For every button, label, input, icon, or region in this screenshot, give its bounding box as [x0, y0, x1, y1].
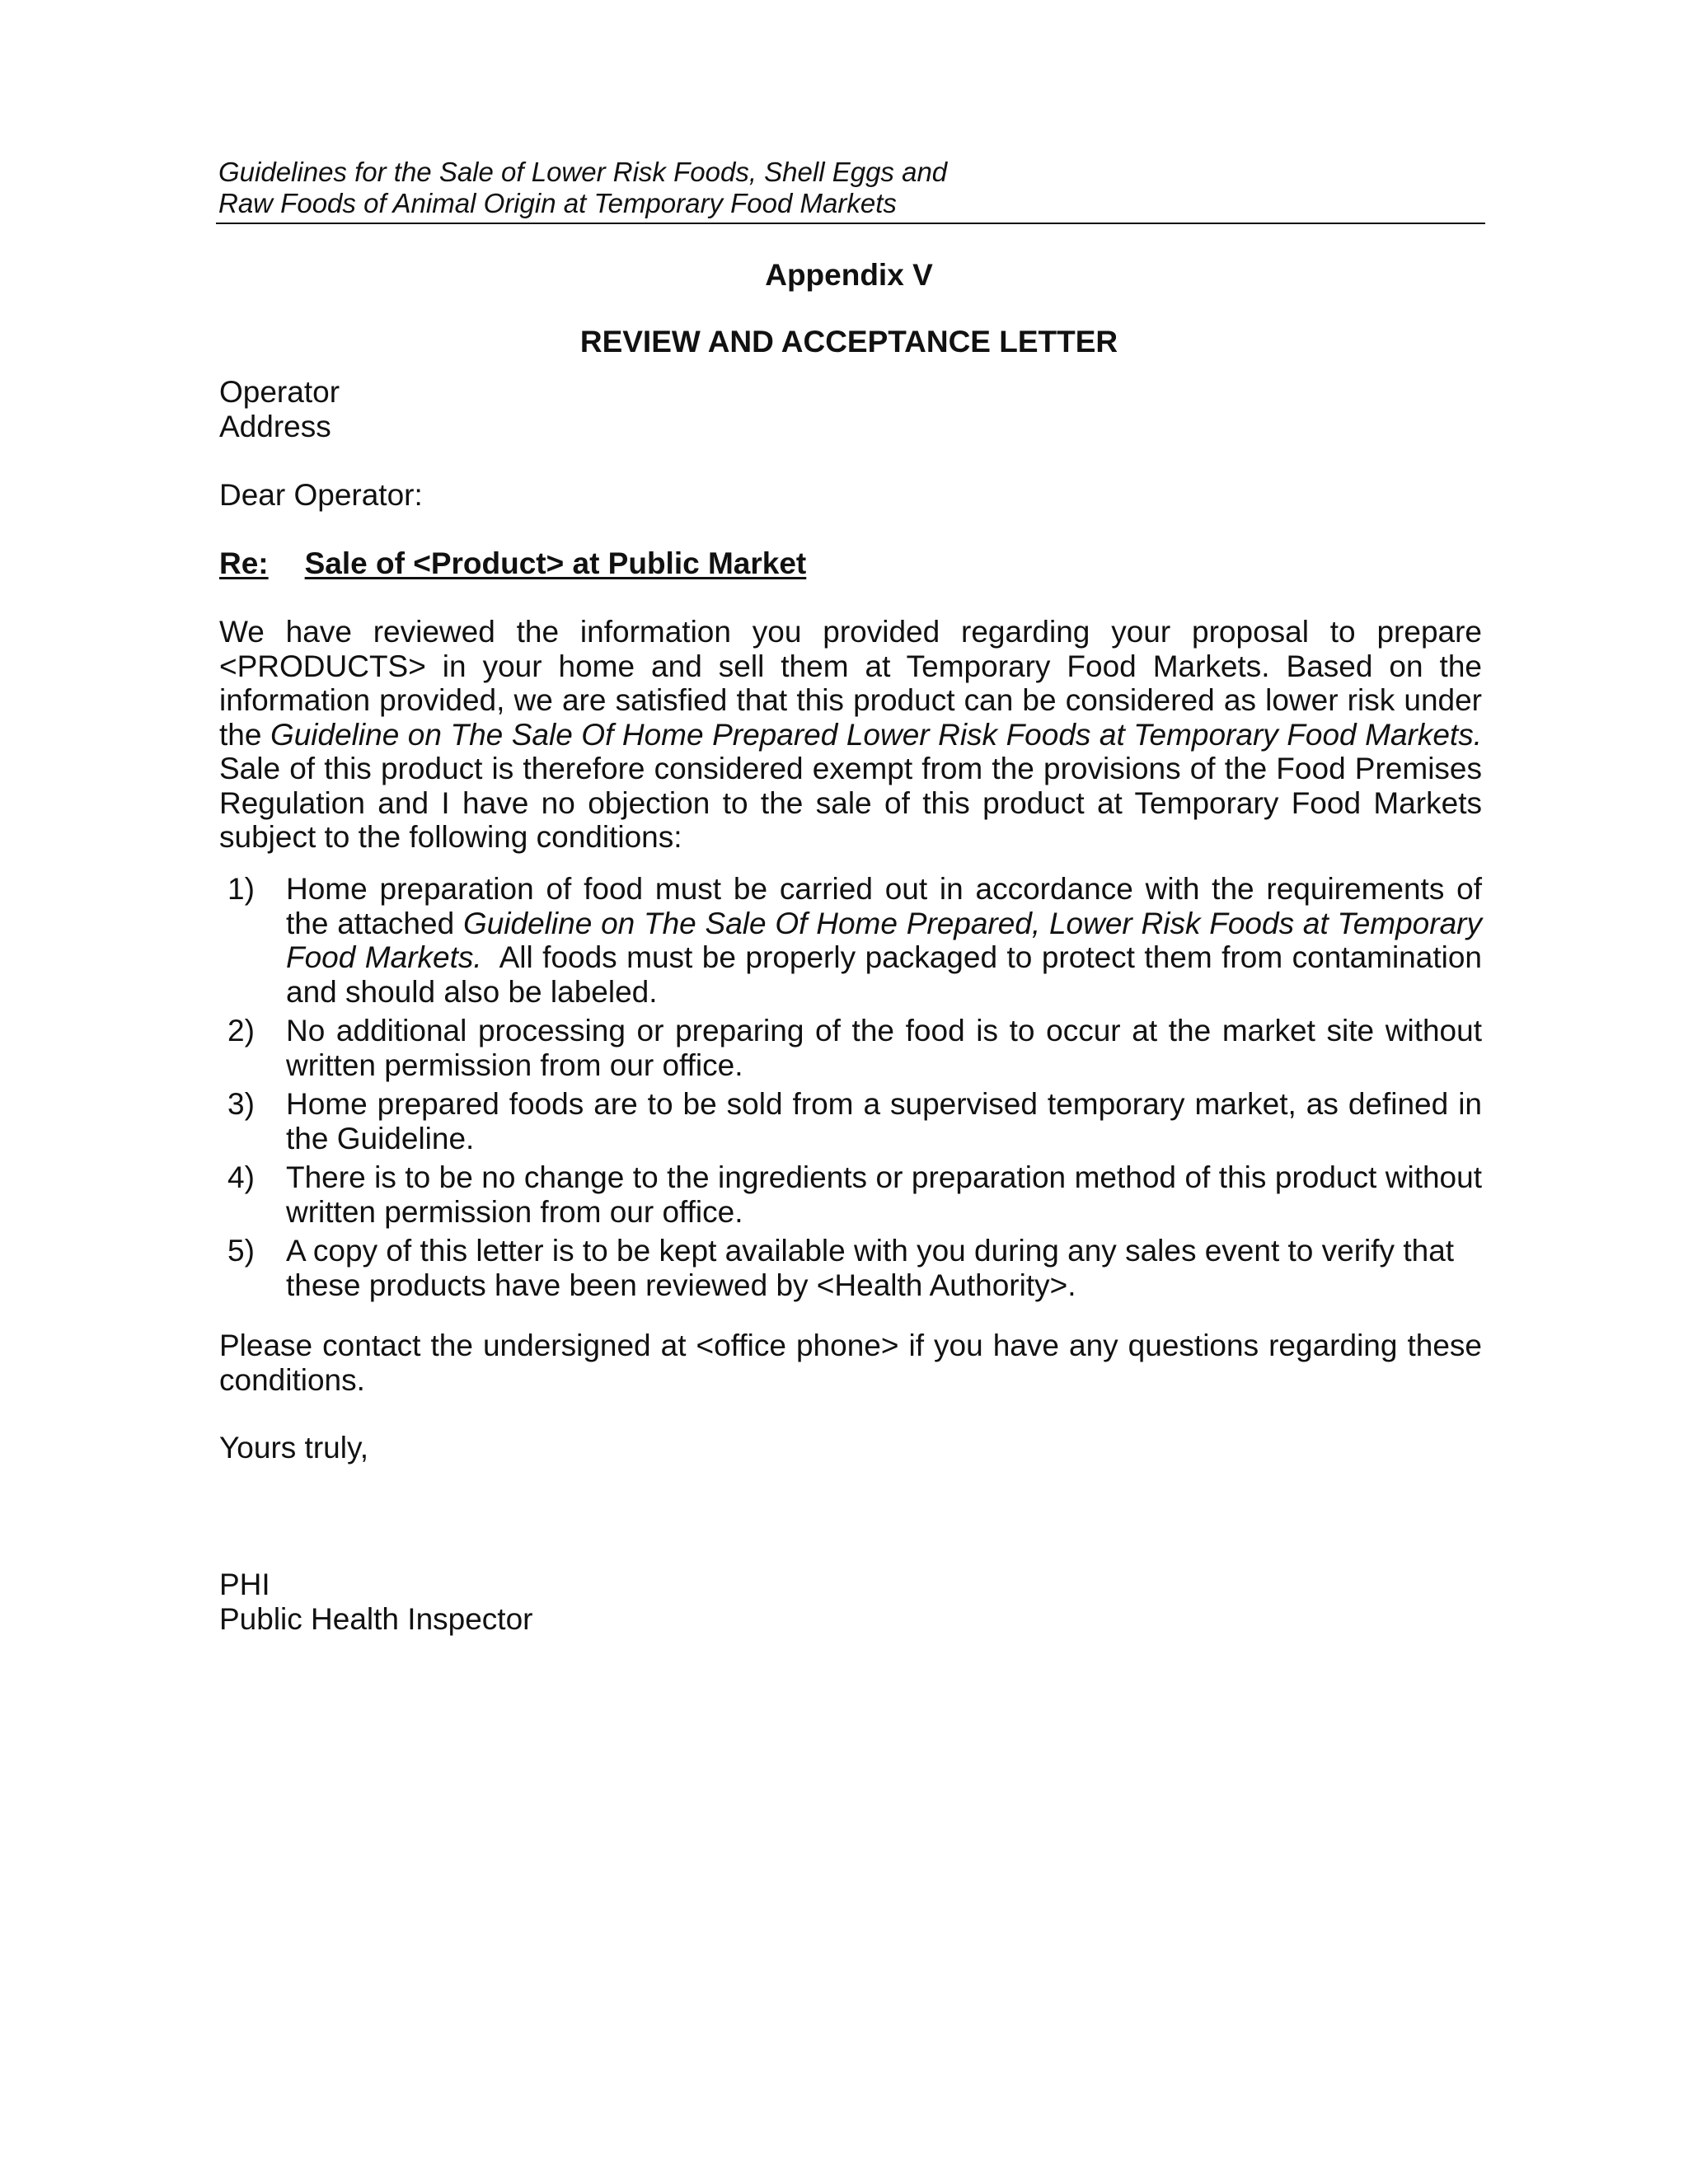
condition-text: There is to be no change to the ingredients or preparation method of this product without written permission from our office.: [286, 1160, 1482, 1229]
re-line: [219, 546, 1482, 581]
intro-text-2: Sale of this product is therefore considered exempt from the provisions of the Food Premises Regulation and I have no objection to the sale of this product at Temporary Food Markets subject to the following conditions:: [219, 752, 1482, 854]
signature-title: Public Health Inspector: [219, 1601, 533, 1636]
header-line-2: Raw Foods of Animal Origin at Temporary Food Markets: [218, 188, 897, 218]
recipient-block: [219, 375, 1482, 443]
condition-guideline-title: Guideline on The Sale Of Home Prepared, Lower Risk Foods at Temporary Food Markets.: [286, 906, 1482, 974]
condition-number: 4): [227, 1160, 255, 1194]
condition-text: All foods must be properly packaged to protect them from contamination and should also be labeled.: [286, 940, 1491, 1009]
condition-item: [219, 1234, 1482, 1302]
salutation: Dear Operator:: [219, 478, 423, 512]
letter-title: REVIEW AND ACCEPTANCE LETTER: [579, 325, 1118, 359]
condition-number: 2): [227, 1014, 255, 1047]
recipient-address: Address: [219, 409, 331, 443]
conditions-list: [219, 872, 1491, 1307]
signature-initials: PHI: [219, 1568, 270, 1601]
condition-item: [219, 872, 1491, 1009]
condition-number: 5): [227, 1234, 255, 1268]
appendix-title: Appendix V: [765, 258, 933, 292]
condition-text: Home prepared foods are to be sold from a supervised temporary market, as defined in the Guideline.: [286, 1087, 1482, 1155]
condition-text: A copy of this letter is to be kept available with you during any sales event to verify that these products have been reviewed by <Health Authority>.: [286, 1234, 1455, 1302]
condition-number: 1): [227, 872, 255, 906]
header-line-1: Guidelines for the Sale of Lower Risk Foods, Shell Eggs and: [218, 157, 948, 187]
condition-item: [219, 1014, 1482, 1082]
intro-guideline-title: Guideline on The Sale Of Home Prepared Lower Risk Foods at Temporary Food Markets.: [270, 717, 1482, 752]
condition-item: [219, 1160, 1482, 1229]
document-header: [218, 157, 1484, 219]
header-divider: [216, 223, 1485, 224]
condition-number: 3): [227, 1087, 255, 1121]
condition-text: Home preparation of food must be carried out in accordance with the requirements of the attached: [286, 872, 1482, 940]
intro-text-1: We have reviewed the information you provided regarding your proposal to prepare <PRODUCTS> in your home and sell them at Temporary Food Markets. Based on the information provided, we are satisfied that this product can be considered as lower risk under the: [219, 615, 1482, 752]
intro-paragraph: [219, 615, 1482, 855]
condition-item: [219, 1087, 1482, 1155]
closing-note: Please contact the undersigned at <office phone> if you have any questions regarding these conditions.: [219, 1329, 1482, 1397]
condition-text: No additional processing or preparing of the food is to occur at the market site without written permission from our office.: [286, 1014, 1482, 1082]
recipient-name: Operator: [219, 375, 340, 409]
signature-block: [219, 1568, 1482, 1636]
re-label: Re:: [219, 546, 269, 580]
signoff: Yours truly,: [219, 1431, 368, 1465]
re-subject: Sale of <Product> at Public Market: [304, 546, 807, 580]
